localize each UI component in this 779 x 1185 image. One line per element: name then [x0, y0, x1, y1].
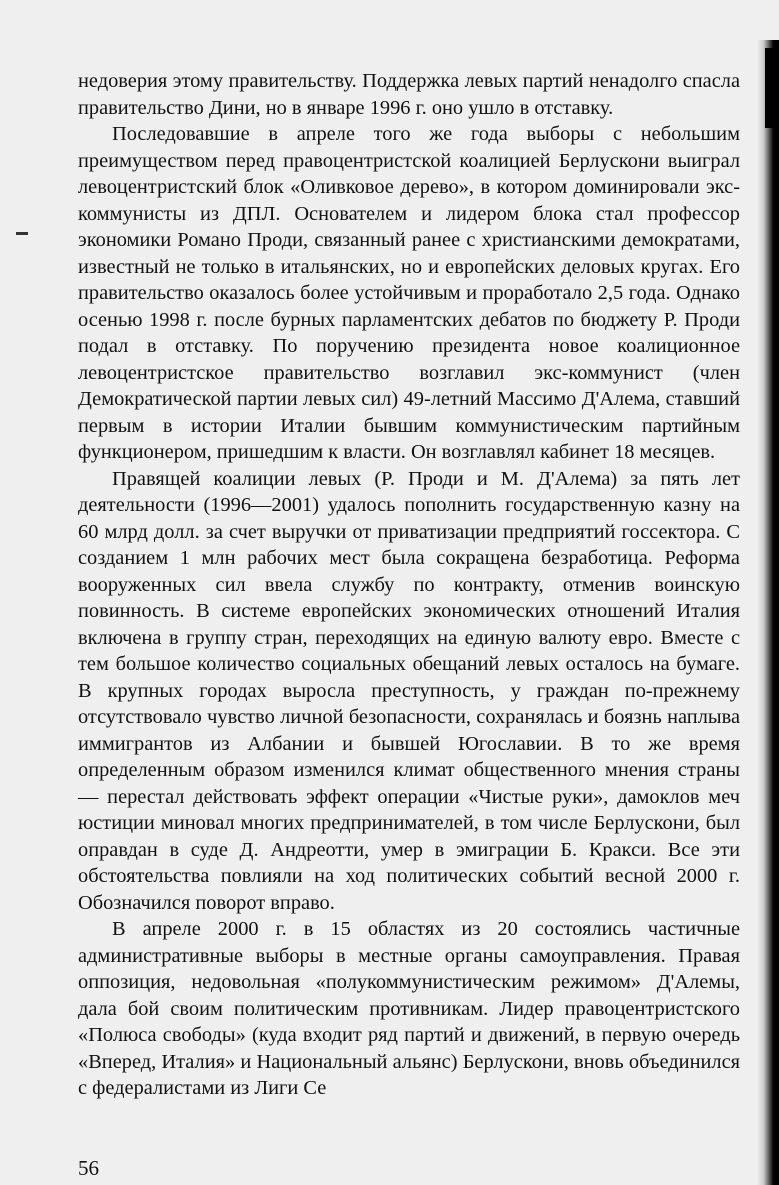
paragraph-1: недоверия этому правительству. Поддержка левых партий ненадолго спасла правительство Дини, но в январе 1996 г. оно ушло в отставку.: [78, 70, 740, 119]
paragraph-3: Правящей коалиции левых (Р. Проди и М. Д'Алема) за пять лет деятельности (1996—2001) удалось пополнить государственную казну на 60 млрд долл. за счет выручки от приватизации предприятий госсектора. С созданием 1 млн рабочих мест была сокращена безработица. Реформа вооруженных сил ввела службу по контракту, отменив воинскую повинность. В системе европейских экономических отношений Италия включена в группу стран, переходящих на единую валюту евро. Вместе с тем большое количество социальных обещаний левых осталось на бумаге. В крупных городах выросла преступность, у граждан по-прежнему отсутствовало чувство личной безопасности, сохранялась и боязнь наплыва иммигрантов из Албании и бывшей Югославии. В то же время определенным образом изменился климат общественного мнения страны — перестал действовать эффект операции «Чистые руки», дамоклов меч юстиции миновал многих предпринимателей, в том числе Берлускони, был оправдан в суде Д. Андреотти, умер в эмиграции Б. Кракси. Все эти обстоятельства повлияли на ход политических событий весной 2000 г. Обозначился поворот вправо.: [78, 467, 740, 914]
scan-edge-shadow: [757, 40, 779, 1185]
body-text: [78, 68, 740, 1102]
paragraph-2: Последовавшие в апреле того же года выборы с небольшим преимуществом перед правоцентристской коалицией Берлускони выиграл левоцентристский блок «Оливковое дерево», в котором доминировали экс-коммунисты из ДПЛ. Основателем и лидером блока стал профессор экономики Романо Проди, связанный ранее с христианскими демократами, известный не только в итальянских, но и европейских деловых кругах. Его правительство оказалось более устойчивым и проработало 2,5 года. Однако осенью 1998 г. после бурных парламентских дебатов по бюджету Р. Проди подал в отставку. По поручению президента новое коалиционное левоцентристское правительство возглавил экс-коммунист (член Демократической партии левых сил) 49-летний Массимо Д'Алема, ставший первым в истории Италии бывшим коммунистическим партийным функционером, пришедшим к власти. Он возглавлял кабинет 18 месяцев.: [78, 123, 740, 463]
scan-edge-shadow-top: [765, 48, 779, 128]
paragraph-4: В апреле 2000 г. в 15 областях из 20 состоялись частичные административные выборы в местные органы самоуправления. Правая оппозиция, недовольная «полукоммунистическим режимом» Д'Алемы, дала бой своим политическим противникам. Лидер правоцентристского «Полюса свободы» (куда входит ряд партий и движений, в первую очередь «Вперед, Италия» и Национальный альянс) Берлускони, вновь объединился с федералистами из Лиги Се: [78, 918, 740, 1099]
margin-mark: [16, 232, 28, 235]
page-number: 56: [78, 1156, 99, 1180]
